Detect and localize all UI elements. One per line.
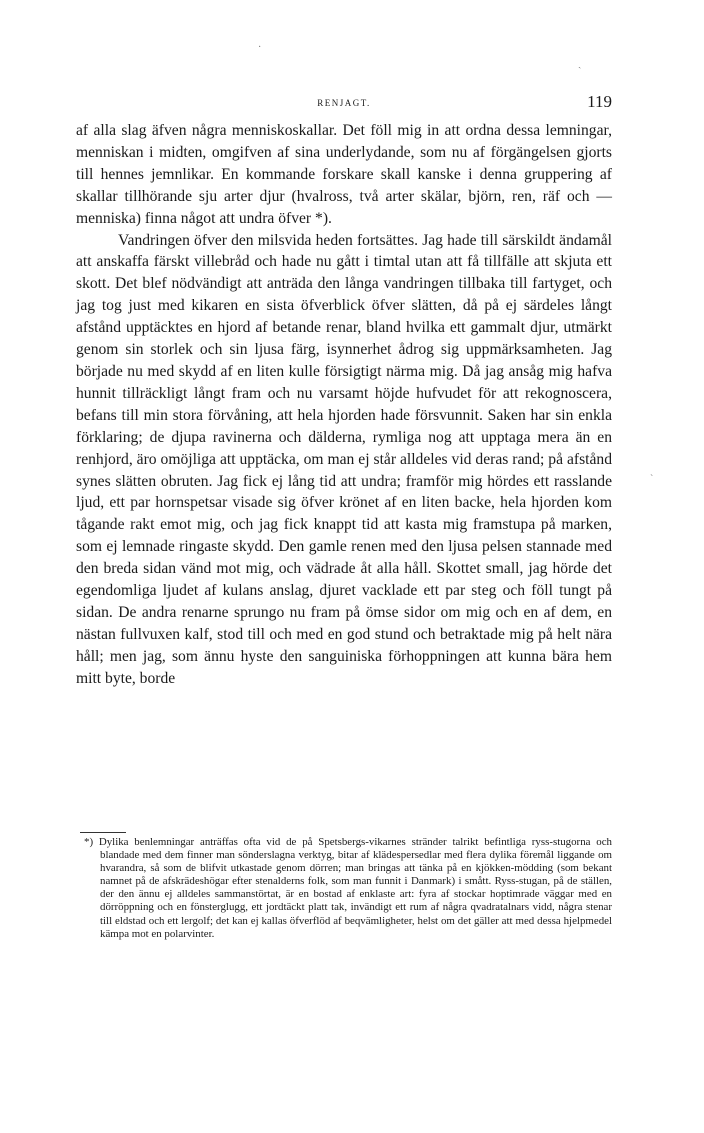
paragraph-continued: af alla slag äfven några menniskoskallar. Det föll mig in att ordna dessa lemningar, menniskan i midten, omgifven af sina underlydande, som nu af förgängelsen gjorts till hennes jemnlikar. En kommande forskare skall kanske i denna gruppering af skallar tillhörande sju arter djur (hvalross, två arter skälar, björn, ren, räf och — menniska) finna något att undra öfver *). bbox=[76, 122, 612, 227]
footnote: *) Dylika benlemningar anträffas ofta vid de på Spetsbergs-vikarnes stränder talrikt befintliga ryss-stugorna och blandade med dem finner man sönderslagna verktyg, bitar af klädespersedlar med flera dylika föremål liggande om hvarandra, så som de blifvit utkastade genom dörren; man bringas att tänka på en kjökken-mödding (som bekant namnet på de afskrädeshögar efter stenalderns folk, som man funnit i Danmark) i smått. Ryss-stugan, på de ställen, der den ännu ej alldeles sammanstörtat, är en bostad af enklaste art: fyra af stockar hoptimrade väggar med en dörröppning och en fönsterglugg, ett jordtäckt platt tak, invändigt ett rum af några qvadratalnars vidd, några stenar till eldstad och ett lergolf; det kan ej kallas öfverflöd af beqvämligheter, helst om det gäller att med dessa hjelpmedel kämpa mot en polarvinter. bbox=[84, 836, 612, 940]
body-text bbox=[76, 120, 612, 690]
print-speck: ˏ bbox=[578, 58, 582, 69]
running-head: RENJAGT. bbox=[317, 98, 371, 108]
footnote-rule bbox=[80, 832, 126, 833]
page-header bbox=[76, 92, 612, 114]
print-speck: ˋ bbox=[650, 474, 654, 485]
paragraph-reindeer-hunt: Vandringen öfver den milsvida heden fortsättes. Jag hade till särskildt ändamål att anskaffa färskt villebråd och hade nu gått i timtal utan att få tillfälle att skjuta ett skott. Det blef nödvändigt att anträda den långa vandringen tillbaka till fartyget, och jag tog just med kikaren en sista öfverblick öfver slätten, då på ej särdeles långt afstånd upptäcktes en hjord af betande renar, bland hvilka ett gammalt djur, utmärkt genom sin storlek och sin ljusa färg, isynnerhet ådrog sig uppmärksamheten. Jag började nu med skydd af en liten kulle försigtigt närma mig. Då jag ansåg mig hafva hunnit tillräckligt långt fram och nu varsamt höjde hufvudet för att rekognoscera, befans till min stora förvåning, att hela hjorden hade försvunnit. Saken har sin enkla förklaring; de djupa ravinerna och dälderna, rymliga nog att upptaga mera än en renhjord, äro omöjliga att upptäcka, om man ej står alldeles vid deras rand; på afstånd synes slätten obruten. Jag fick ej lång tid att undra; framför mig hördes ett rasslande ljud, ett par hornspetsar visade sig öfver krönet af en liten backe, hela hjorden kom tågande rakt emot mig, och jag fick knappt tid att kasta mig framstupa på marken, som ej lemnade ringaste skydd. Den gamle renen med den ljusa pelsen stannade med den breda sidan vänd mot mig, och vädrade åt alla håll. Skottet small, jag hörde det egendomliga ljudet af kulans anslag, djuret vacklade ett par steg och föll tungt på sidan. De andra renarne sprungo nu fram på ömse sidor om mig och en af dem, en nästan fullvuxen kalf, stod till och med en god stund och betraktade mig på helt nära håll; men jag, som ännu hyste den sanguiniska förhoppningen att kunna bära hem mitt byte, borde bbox=[76, 231, 612, 687]
print-speck: · bbox=[258, 42, 262, 53]
page-number: 119 bbox=[587, 92, 612, 111]
